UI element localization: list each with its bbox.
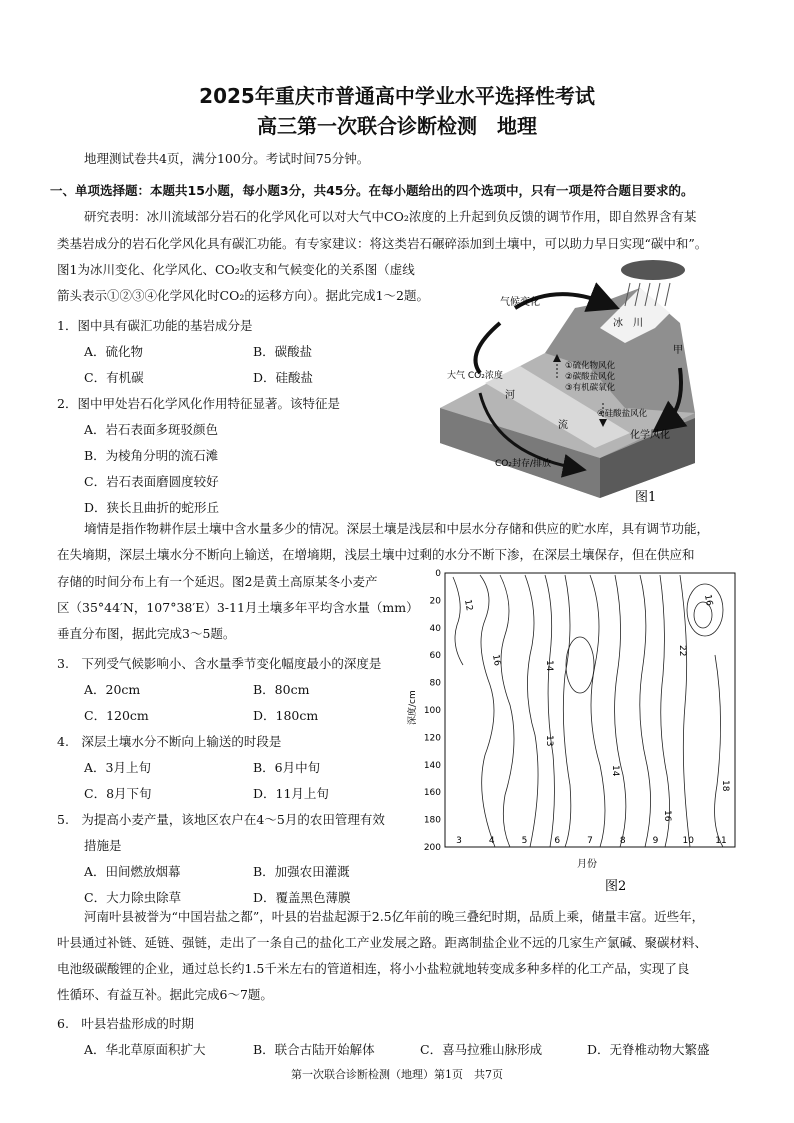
passage2-line: 墒情是指作物耕作层土壤中含水量多少的情况。深层土壤是浅层和中层水分存储和供应的贮水库，具有调节功能， xyxy=(84,521,710,536)
label-liu: 流 xyxy=(558,420,568,431)
label-he: 河 xyxy=(505,390,515,401)
label-glacier: 冰 川 xyxy=(613,318,643,329)
y-tick-label: 200 xyxy=(423,843,441,853)
x-tick-label: 10 xyxy=(682,836,694,846)
x-tick-label: 9 xyxy=(652,836,659,846)
intro-text: 地理测试卷共4页，满分100分。考试时间75分钟。 xyxy=(84,151,370,166)
q1-option-b[interactable]: B．碳酸盐 xyxy=(253,344,313,359)
q1-option-d[interactable]: D．硅酸盐 xyxy=(253,370,314,385)
q2-option-b[interactable]: B．为棱角分明的流石滩 xyxy=(84,448,219,463)
y-tick-label: 100 xyxy=(423,706,441,716)
passage1-line: 箭头表示①②③④化学风化时CO₂的运移方向）。据此完成1～2题。 xyxy=(57,288,429,303)
q2-option-a[interactable]: A．岩石表面多斑驳颜色 xyxy=(84,422,219,437)
q6-option-b[interactable]: B．联合古陆开始解体 xyxy=(253,1042,375,1057)
q3-option-b[interactable]: B．80cm xyxy=(253,682,310,697)
passage3-line: 叶县通过补链、延链、强链，走出了一条自己的盐化工产业发展之路。距离制盐企业不远的几家生产氯碱、聚碳材料、 xyxy=(57,935,708,950)
contour-label: 13 xyxy=(544,735,554,747)
contour-label: 18 xyxy=(720,780,730,792)
passage1-line: 类基岩成分的岩石化学风化具有碳汇功能。有专家建议：将这类岩石碾碎添加到土壤中，可以助力早日实现“碳中和”。 xyxy=(57,236,708,251)
q3-option-c[interactable]: C．120cm xyxy=(84,708,149,723)
figure-1-diagram xyxy=(425,258,715,508)
q3-option-d[interactable]: D．180cm xyxy=(253,708,319,723)
q1-option-a[interactable]: A．硫化物 xyxy=(84,344,144,359)
label-jia: 甲 xyxy=(673,345,683,356)
contour-label: 14 xyxy=(544,660,554,672)
page-footer: 第一次联合诊断检测（地理）第1页 共7页 xyxy=(291,1068,503,1081)
q5-option-c[interactable]: C．大力除虫除草 xyxy=(84,890,182,905)
label-w4: ④硅酸盐风化 xyxy=(597,409,648,419)
x-tick-label: 3 xyxy=(456,836,462,846)
q6-option-a[interactable]: A．华北草原面积扩大 xyxy=(84,1042,206,1057)
passage2-line: 存储的时间分布上有一个延迟。图2是黄土高原某冬小麦产 xyxy=(57,574,378,589)
x-tick-label: 4 xyxy=(488,836,495,846)
q5-option-d[interactable]: D．覆盖黑色薄膜 xyxy=(253,890,351,905)
y-axis-label: 深度/cm xyxy=(408,690,418,725)
contour-label: 14 xyxy=(610,765,620,777)
question-2-stem: 2．图中甲处岩石化学风化作用特征显著。该特征是 xyxy=(57,396,340,411)
x-tick-label: 7 xyxy=(587,836,593,846)
passage2-line: 垂直分布图，据此完成3～5题。 xyxy=(57,626,236,641)
figure-1-caption: 图1 xyxy=(635,490,657,505)
question-1-stem: 1．图中具有碳汇功能的基岩成分是 xyxy=(57,318,253,333)
contour-label: 16 xyxy=(662,810,672,822)
exam-title: 2025年重庆市普通高中学业水平选择性考试 xyxy=(199,84,595,108)
question-5-stem: 5. 为提高小麦产量，该地区农户在4～5月的农田管理有效 xyxy=(57,812,385,827)
question-4-stem: 4. 深层土壤水分不断向上输送的时段是 xyxy=(57,734,282,749)
cycle-arrow-left xyxy=(476,323,501,373)
question-6-stem: 6. 叶县岩盐形成的时期 xyxy=(57,1016,194,1031)
y-tick-label: 20 xyxy=(429,596,441,607)
y-tick-label: 80 xyxy=(429,678,441,689)
passage3-line: 性循环、有益互补。据此完成6～7题。 xyxy=(57,987,273,1002)
exam-subtitle: 高三第一次联合诊断检测 地理 xyxy=(257,114,537,138)
label-store: CO₂封存/排放 xyxy=(495,459,552,469)
y-tick-label: 180 xyxy=(423,815,441,826)
y-tick-label: 0 xyxy=(435,569,441,579)
x-tick-label: 11 xyxy=(715,836,727,846)
passage1-line: 研究表明：冰川流域部分岩石的化学风化可以对大气中CO₂浓度的上升起到负反馈的调节作用，即自然界含有某 xyxy=(84,209,697,224)
q2-option-d[interactable]: D．狭长且曲折的蛇形丘 xyxy=(84,500,220,515)
x-tick-label: 5 xyxy=(521,836,528,846)
y-tick-label: 120 xyxy=(423,733,441,744)
label-w1: ①硫化物风化 xyxy=(565,361,616,371)
figure-2-contour-chart xyxy=(405,565,745,895)
passage2-line: 在失墒期，深层土壤水分不断向上输送，在增墒期，浅层土壤中过剩的水分不断下渗，在深层土壤保存，但在供应和 xyxy=(57,547,695,562)
section-heading: 一、单项选择题：本题共15小题，每小题3分，共45分。在每小题给出的四个选项中，只有一项是符合题目要求的。 xyxy=(50,183,694,198)
x-tick-label: 8 xyxy=(619,836,626,846)
figure-2-caption: 图2 xyxy=(605,879,627,894)
label-chem: 化学风化 xyxy=(630,430,670,441)
cloud-icon xyxy=(621,260,685,280)
q6-option-d[interactable]: D．无脊椎动物大繁盛 xyxy=(587,1042,710,1057)
q1-option-c[interactable]: C．有机碳 xyxy=(84,370,144,385)
q5-option-b[interactable]: B．加强农田灌溉 xyxy=(253,864,350,879)
contour-label: 12 xyxy=(462,598,474,612)
q5-option-a[interactable]: A．田间燃放烟幕 xyxy=(84,864,181,879)
y-tick-label: 60 xyxy=(429,651,441,662)
x-tick-label: 6 xyxy=(554,836,561,846)
y-tick-label: 160 xyxy=(423,788,441,799)
q4-option-a[interactable]: A．3月上旬 xyxy=(84,760,151,775)
q4-option-b[interactable]: B．6月中旬 xyxy=(253,760,321,775)
x-axis-label: 月份 xyxy=(577,859,597,870)
label-w3: ③有机碳氧化 xyxy=(565,383,616,393)
q4-option-c[interactable]: C．8月下旬 xyxy=(84,786,152,801)
q2-option-c[interactable]: C．岩石表面磨圆度较好 xyxy=(84,474,219,489)
contour-label: 16 xyxy=(490,653,502,667)
label-co2-concentration: 大气 CO₂浓度 xyxy=(447,371,503,381)
y-tick-label: 140 xyxy=(423,760,441,771)
q4-option-d[interactable]: D．11月上旬 xyxy=(253,786,329,801)
passage3-line: 河南叶县被誉为“中国岩盐之都”，叶县的岩盐起源于2.5亿年前的晚三叠纪时期，品质上乘，储量丰富。近些年， xyxy=(84,909,705,924)
q3-option-a[interactable]: A．20cm xyxy=(84,682,141,697)
contour-label: 22 xyxy=(677,645,687,657)
question-5-stem-cont: 措施是 xyxy=(84,838,122,853)
q6-option-c[interactable]: C．喜马拉雅山脉形成 xyxy=(420,1042,543,1057)
question-3-stem: 3. 下列受气候影响小、含水量季节变化幅度最小的深度是 xyxy=(57,656,382,671)
passage2-line: 区（35°44′N，107°38′E）3-11月土壤多年平均含水量（mm） xyxy=(57,600,419,615)
label-w2: ②碳酸盐风化 xyxy=(565,372,616,382)
passage1-line: 图1为冰川变化、化学风化、CO₂收支和气候变化的关系图（虚线 xyxy=(57,262,415,277)
plot-frame xyxy=(445,573,735,847)
contour-label: 16 xyxy=(702,593,714,607)
y-tick-label: 40 xyxy=(429,623,441,634)
passage3-line: 电池级碳酸锂的企业，通过总长约1.5千米左右的管道相连，将小小盐粒就地转变成多种多样的化工产品，实现了良 xyxy=(57,961,690,976)
label-climate: 气候变化 xyxy=(500,297,540,308)
